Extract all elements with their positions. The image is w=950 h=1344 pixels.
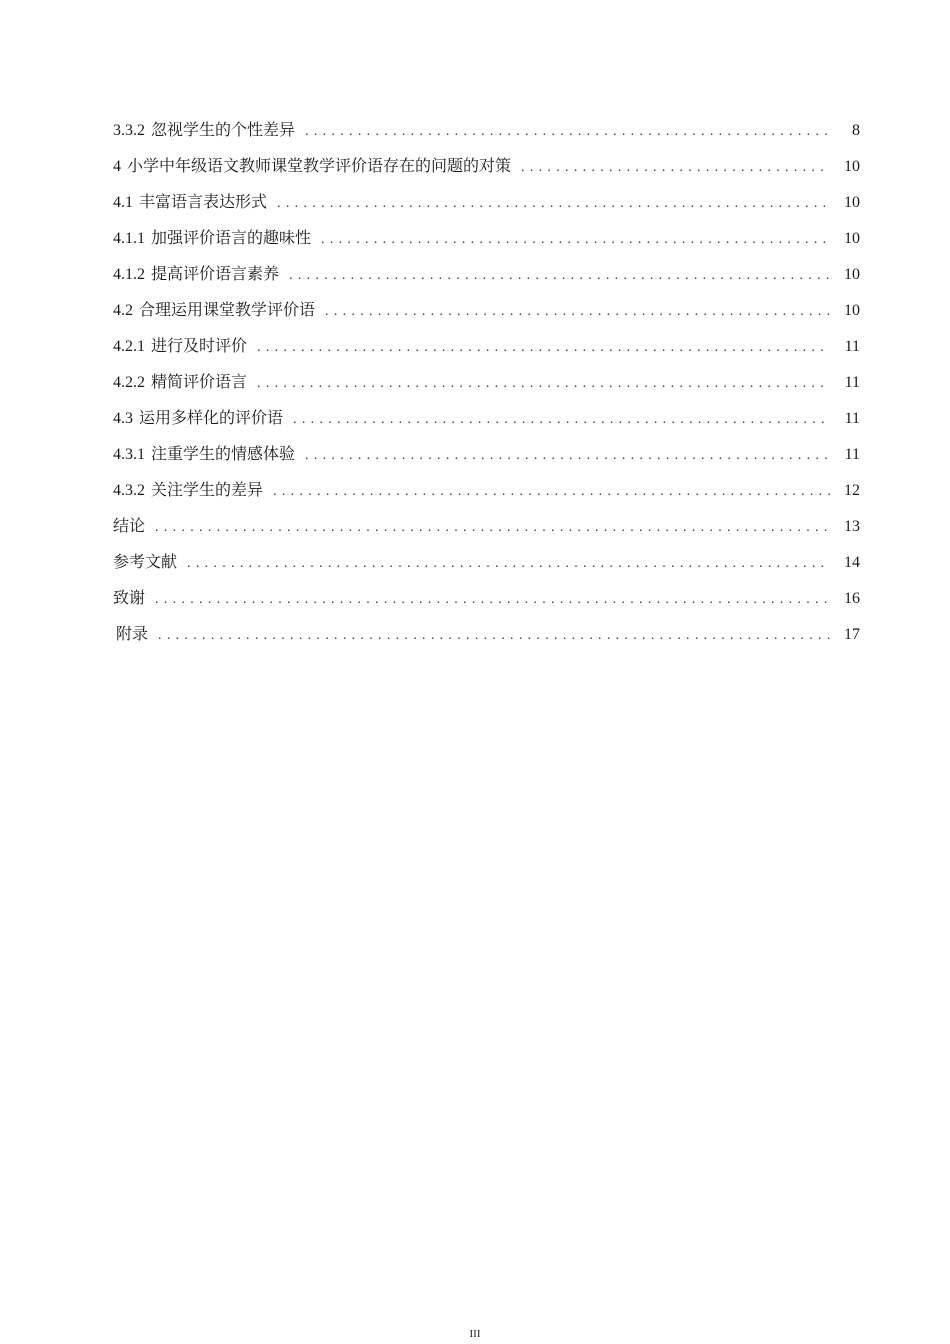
toc-entry-page: 13: [844, 518, 860, 535]
toc-entry-4-2-1[interactable]: [113, 334, 860, 370]
toc-entry-title: 附录: [116, 624, 149, 643]
toc-entry-page: 11: [844, 338, 860, 355]
page-number-footer: III: [469, 1328, 481, 1340]
toc-entry-title: 精简评价语言: [151, 372, 248, 391]
toc-entry-title: 合理运用课堂教学评价语: [139, 300, 316, 319]
toc-entry-page: 10: [844, 266, 860, 283]
toc-leader-dots: [305, 444, 830, 468]
toc-entry-page: 8: [852, 122, 860, 139]
toc-entry-number: 4: [113, 158, 121, 175]
toc-entry-conclusion[interactable]: [113, 514, 860, 550]
toc-entry-4[interactable]: [113, 154, 860, 190]
toc-entry-title: 结论: [113, 516, 146, 535]
toc-leader-dots: [277, 192, 830, 216]
toc-entry-number: 4.3.2: [113, 482, 145, 499]
toc-entry-title: 关注学生的差异: [151, 480, 264, 499]
toc-leader-dots: [158, 624, 830, 648]
toc-leader-dots: [273, 480, 830, 504]
toc-leader-dots: [155, 588, 830, 612]
toc-entry-number: 4.1.1: [113, 230, 145, 247]
toc-entry-title: 提高评价语言素养: [151, 264, 280, 283]
toc-entry-page: 10: [844, 302, 860, 319]
toc-entry-title: 忽视学生的个性差异: [151, 120, 296, 139]
toc-entry-number: 3.3.2: [113, 122, 145, 139]
toc-entry-number: 4.2: [113, 302, 133, 319]
toc-leader-dots: [257, 372, 830, 396]
toc-entry-page: 11: [844, 374, 860, 391]
toc-leader-dots: [289, 264, 830, 288]
toc-entry-references[interactable]: [113, 550, 860, 586]
toc-entry-4-2-2[interactable]: [113, 370, 860, 406]
toc-entry-page: 14: [844, 554, 860, 571]
toc-entry-page: 17: [844, 626, 860, 643]
toc-entry-page: 11: [844, 446, 860, 463]
toc-entry-4-1[interactable]: [113, 190, 860, 226]
toc-entry-4-3[interactable]: [113, 406, 860, 442]
toc-leader-dots: [305, 120, 830, 144]
toc-entry-number: 4.1.2: [113, 266, 145, 283]
toc-entry-number: 4.1: [113, 194, 133, 211]
toc-entry-number: 4.3: [113, 410, 133, 427]
toc-entry-title: 丰富语言表达形式: [139, 192, 268, 211]
toc-leader-dots: [293, 408, 830, 432]
toc-entry-page: 10: [844, 194, 860, 211]
toc-entry-acknowledgements[interactable]: [113, 586, 860, 622]
toc-leader-dots: [155, 516, 830, 540]
toc-entry-title: 进行及时评价: [151, 336, 248, 355]
toc-entry-4-1-1[interactable]: [113, 226, 860, 262]
toc-entry-title: 注重学生的情感体验: [151, 444, 296, 463]
toc-leader-dots: [521, 156, 830, 180]
toc-leader-dots: [321, 228, 830, 252]
toc-entry-page: 10: [844, 230, 860, 247]
toc-entry-page: 16: [844, 590, 860, 607]
toc-entry-title: 致谢: [113, 588, 146, 607]
toc-entry-3-3-2[interactable]: [113, 118, 860, 154]
toc-leader-dots: [325, 300, 830, 324]
toc-entry-title: 参考文献: [113, 552, 178, 571]
toc-entry-page: 12: [844, 482, 860, 499]
toc-entry-appendix[interactable]: [113, 622, 860, 658]
toc-entry-title: 加强评价语言的趣味性: [151, 228, 312, 247]
toc-leader-dots: [257, 336, 830, 360]
toc-entry-page: 11: [844, 410, 860, 427]
toc-entry-4-3-2[interactable]: [113, 478, 860, 514]
toc-entry-number: 4.3.1: [113, 446, 145, 463]
toc-entry-page: 10: [844, 158, 860, 175]
toc-leader-dots: [187, 552, 830, 576]
table-of-contents: [113, 118, 860, 658]
toc-entry-4-2[interactable]: [113, 298, 860, 334]
toc-entry-title: 运用多样化的评价语: [139, 408, 284, 427]
toc-entry-number: 4.2.1: [113, 338, 145, 355]
toc-entry-4-1-2[interactable]: [113, 262, 860, 298]
toc-entry-number: 4.2.2: [113, 374, 145, 391]
toc-entry-4-3-1[interactable]: [113, 442, 860, 478]
toc-entry-title: 小学中年级语文教师课堂教学评价语存在的问题的对策: [127, 156, 512, 175]
